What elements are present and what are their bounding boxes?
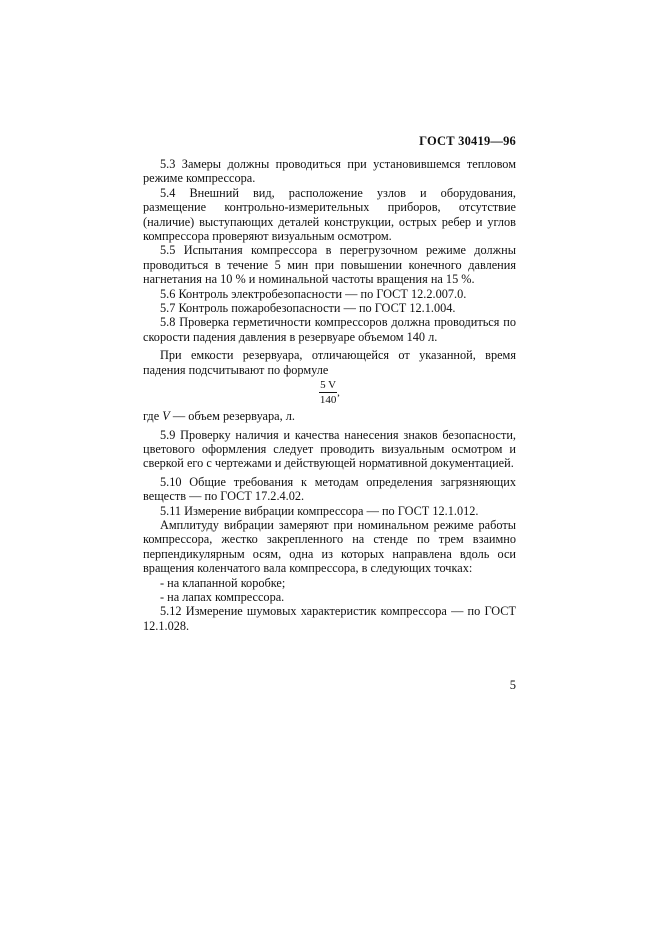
- fraction-bar: [319, 392, 337, 393]
- formula: [143, 379, 516, 406]
- paragraph-5-3: 5.3 Замеры должны проводиться при установившемся тепловом режиме компрессора.: [143, 157, 516, 186]
- document-body: [143, 157, 516, 633]
- formula-fraction: [319, 379, 337, 406]
- paragraph-5-11-vibration: Амплитуду вибрации замеряют при номинальном режиме работы компрессора, жестко закрепленного на стенде по трем взаимно перпендикулярным осям, одна из которых направлена вдоль оси вращения коленчатого вала компрессора, в следующих точках:: [143, 517, 516, 576]
- formula-numerator: 5 V: [320, 379, 337, 392]
- formula-denominator: 140: [319, 394, 337, 407]
- paragraph-5-11: 5.11 Измерение вибрации компрессора — по ГОСТ 12.1.012.: [160, 503, 479, 518]
- formula-explanation: [143, 409, 516, 423]
- page-number: 5: [509, 678, 516, 692]
- standard-header: ГОСТ 30419—96: [419, 134, 516, 148]
- paragraph-5-8-formula-intro: При емкости резервуара, отличающейся от указанной, время падения подсчитывают по формуле: [143, 348, 516, 377]
- paragraph-5-4: 5.4 Внешний вид, расположение узлов и оборудования, размещение контрольно-измерительных приборов, отсутствие (наличие) выступающих деталей конструкции, острых ребер и углов компрессора проверяют визуальным осмотром.: [143, 185, 516, 244]
- list-item-valve-box: - на клапанной коробке;: [160, 575, 286, 590]
- paragraph-5-6: 5.6 Контроль электробезопасности — по ГОСТ 12.2.007.0.: [160, 286, 467, 301]
- paragraph-5-12: 5.12 Измерение шумовых характеристик компрессора — по ГОСТ 12.1.028.: [143, 604, 516, 633]
- paragraph-5-8: 5.8 Проверка герметичности компрессоров должна проводиться по скорости падения давления в резервуаре объемом 140 л.: [143, 315, 516, 344]
- where-text: — объем резервуара, л.: [169, 409, 295, 424]
- paragraph-5-5: 5.5 Испытания компрессора в перегрузочном режиме должны проводиться в течение 5 мин при повышении конечного давления нагнетания на 10 % и номинальной частоты вращения на 15 %.: [143, 243, 516, 287]
- formula-comma: ,: [337, 386, 340, 399]
- list-item-compressor-feet: - на лапах компрессора.: [160, 589, 285, 604]
- volume-variable: V: [162, 409, 170, 424]
- where-prefix: где: [143, 409, 160, 424]
- paragraph-5-10: 5.10 Общие требования к методам определения загрязняющих веществ — по ГОСТ 17.2.4.02.: [143, 474, 516, 504]
- paragraph-5-9: 5.9 Проверку наличия и качества нанесения знаков безопасности, цветового оформления следует проводить визуальным осмотром и сверкой его с чертежами и действующей нормативной документацией.: [143, 427, 516, 471]
- paragraph-5-7: 5.7 Контроль пожаробезопасности — по ГОСТ 12.1.004.: [160, 301, 456, 316]
